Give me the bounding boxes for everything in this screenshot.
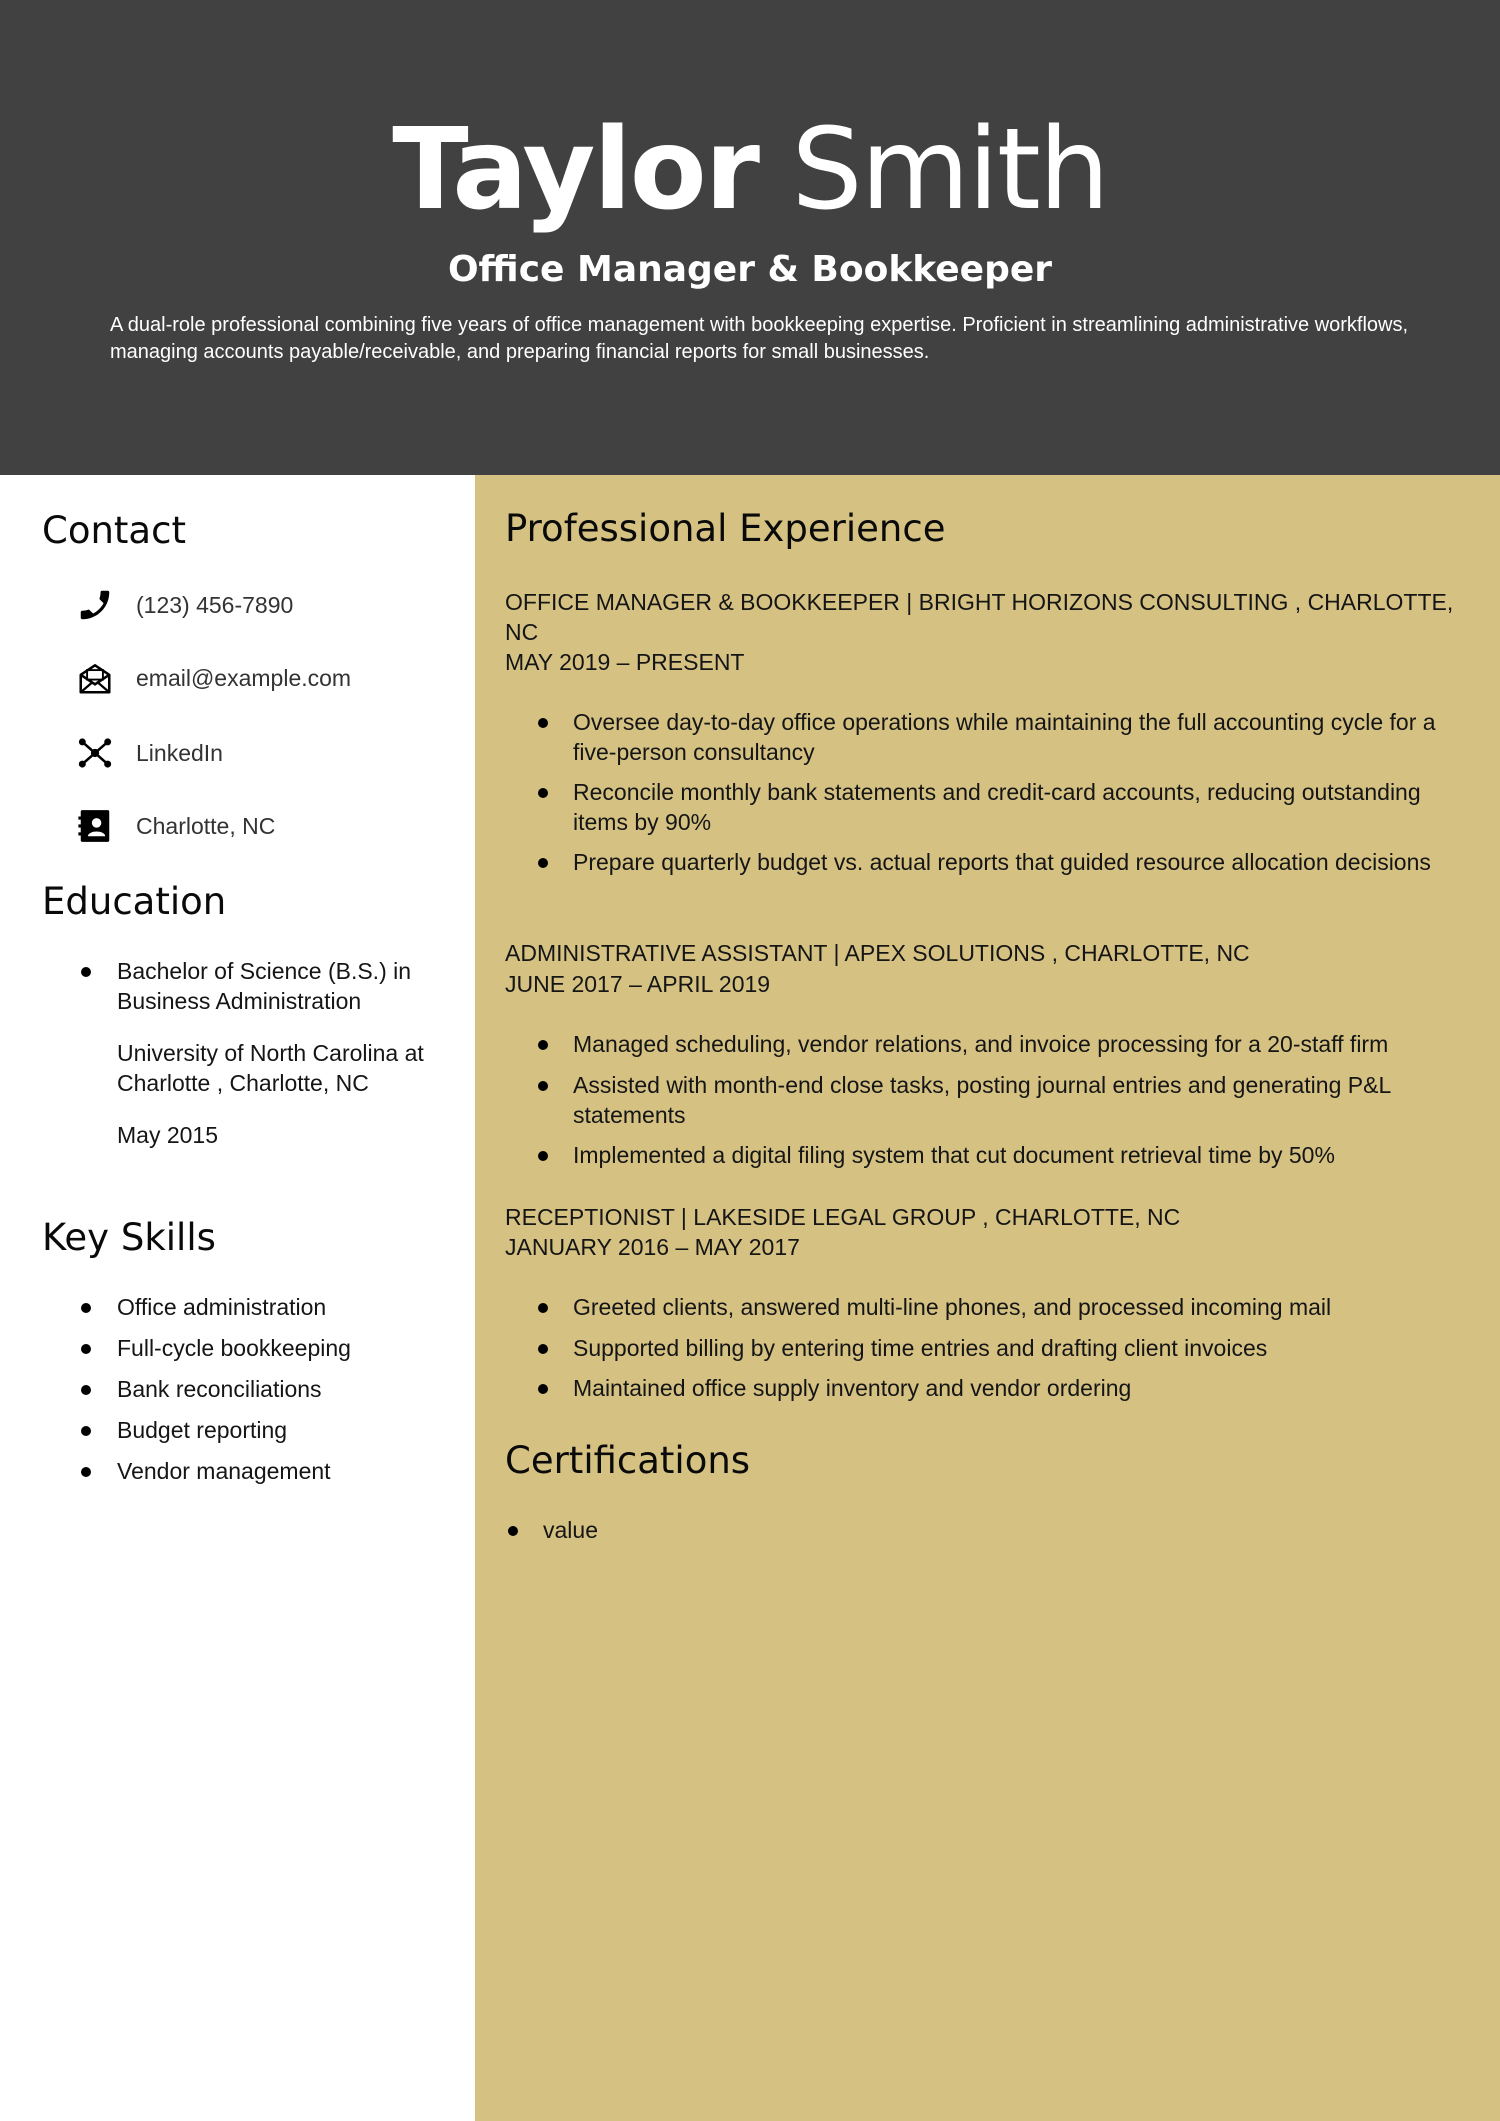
job-bullet: [573, 1292, 1473, 1322]
job-bullet: [573, 707, 1473, 767]
phone-icon: [76, 586, 114, 624]
skill-item: [117, 1415, 457, 1456]
job-bullet-text: Assisted with month-end close tasks, posting journal entries and generating P&L statements: [573, 1072, 1391, 1128]
skill-text: Bank reconciliations: [117, 1376, 322, 1402]
linkedin-icon: [76, 734, 114, 772]
first-name: Taylor: [392, 105, 758, 235]
job-bullet-text: Implemented a digital filing system that cut document retrieval time by 50%: [573, 1142, 1335, 1168]
certification-text: value: [543, 1517, 598, 1543]
skill-item: [117, 1456, 457, 1497]
job-header: RECEPTIONIST | LAKESIDE LEGAL GROUP , CHARLOTTE, NC: [505, 1204, 1181, 1230]
certifications-heading: Certifications: [505, 1439, 751, 1482]
email-text[interactable]: email@example.com: [136, 665, 352, 691]
profile-summary: A dual-role professional combining five years of office management with bookkeeping expertise. Proficient in streamlining administrative workflows, managing accounts payable/receivable, and preparing financial reports for small businesses.: [110, 314, 1409, 363]
bullet-icon: [81, 1426, 91, 1436]
candidate-name: [0, 105, 1500, 235]
location-text: Charlotte, NC: [136, 813, 276, 839]
last-name: Smith: [791, 105, 1108, 235]
bullet-icon: [538, 858, 548, 868]
job-dates: MAY 2019 – PRESENT: [505, 649, 745, 675]
skill-item: [117, 1374, 457, 1415]
bullet-icon: [538, 1303, 548, 1313]
certification-item: [543, 1515, 1443, 1545]
job-bullet-text: Reconcile monthly bank statements and credit-card accounts, reducing outstanding items by 90%: [573, 779, 1421, 835]
bullet-icon: [538, 1151, 548, 1161]
email-icon: [76, 659, 114, 697]
job-bullet: [573, 1140, 1473, 1170]
skills-list: [117, 1292, 457, 1497]
bullet-icon: [81, 1344, 91, 1354]
skill-text: Vendor management: [117, 1458, 331, 1484]
job-header: OFFICE MANAGER & BOOKKEEPER | BRIGHT HORIZONS CONSULTING , CHARLOTTE, NC: [505, 589, 1454, 645]
job-bullet: [573, 777, 1473, 837]
bullet-icon: [538, 788, 548, 798]
skill-item: [117, 1333, 457, 1374]
job-title: Office Manager & Bookkeeper: [447, 249, 1053, 290]
bullet-icon: [538, 1081, 548, 1091]
skill-text: Full-cycle bookkeeping: [117, 1335, 351, 1361]
phone-text: (123) 456-7890: [136, 592, 294, 618]
bullet-icon: [81, 1303, 91, 1313]
job-bullet: [573, 1029, 1473, 1059]
contact-location: [0, 801, 475, 851]
education-date: May 2015: [117, 1122, 219, 1148]
contact-email[interactable]: [0, 653, 475, 703]
job-bullet-text: Managed scheduling, vendor relations, and invoice processing for a 20-staff firm: [573, 1031, 1389, 1057]
job-bullet-text: Supported billing by entering time entries and drafting client invoices: [573, 1335, 1268, 1361]
bullet-icon: [538, 1344, 548, 1354]
education-degree: Bachelor of Science (B.S.) in Business Administration: [117, 958, 412, 1014]
job-dates: JANUARY 2016 – MAY 2017: [505, 1234, 800, 1260]
bullet-icon: [81, 967, 91, 977]
linkedin-text[interactable]: LinkedIn: [136, 740, 223, 766]
education-school: University of North Carolina at Charlotte , Charlotte, NC: [117, 1040, 424, 1096]
experience-heading: Professional Experience: [505, 507, 946, 550]
job-bullet-text: Maintained office supply inventory and vendor ordering: [573, 1375, 1132, 1401]
job-dates: JUNE 2017 – APRIL 2019: [505, 971, 771, 997]
contact-phone: [0, 580, 475, 630]
resume-header: [0, 0, 1500, 475]
education-entry: [117, 956, 457, 1150]
contact-heading: Contact: [42, 509, 186, 552]
bullet-icon: [538, 1384, 548, 1394]
job-header: ADMINISTRATIVE ASSISTANT | APEX SOLUTIONS , CHARLOTTE, NC: [505, 940, 1250, 966]
job-bullet: [573, 1373, 1473, 1403]
skill-text: Budget reporting: [117, 1417, 288, 1443]
job-bullet: [573, 1070, 1473, 1130]
address-icon: [76, 807, 114, 845]
bullet-icon: [508, 1526, 518, 1536]
job-bullet-text: Oversee day-to-day office operations while maintaining the full accounting cycle for a five-person consultancy: [573, 709, 1436, 765]
bullet-icon: [538, 718, 548, 728]
job-bullet-text: Prepare quarterly budget vs. actual reports that guided resource allocation decisions: [573, 849, 1431, 875]
bullet-icon: [81, 1385, 91, 1395]
job-bullet: [573, 847, 1473, 877]
contact-linkedin[interactable]: [0, 728, 475, 778]
skills-heading: Key Skills: [42, 1216, 216, 1259]
job-bullet: [573, 1333, 1473, 1363]
skill-text: Office administration: [117, 1294, 327, 1320]
job-bullet-text: Greeted clients, answered multi-line phones, and processed incoming mail: [573, 1294, 1332, 1320]
skill-item: [117, 1292, 457, 1333]
bullet-icon: [538, 1040, 548, 1050]
bullet-icon: [81, 1467, 91, 1477]
education-heading: Education: [42, 880, 227, 923]
